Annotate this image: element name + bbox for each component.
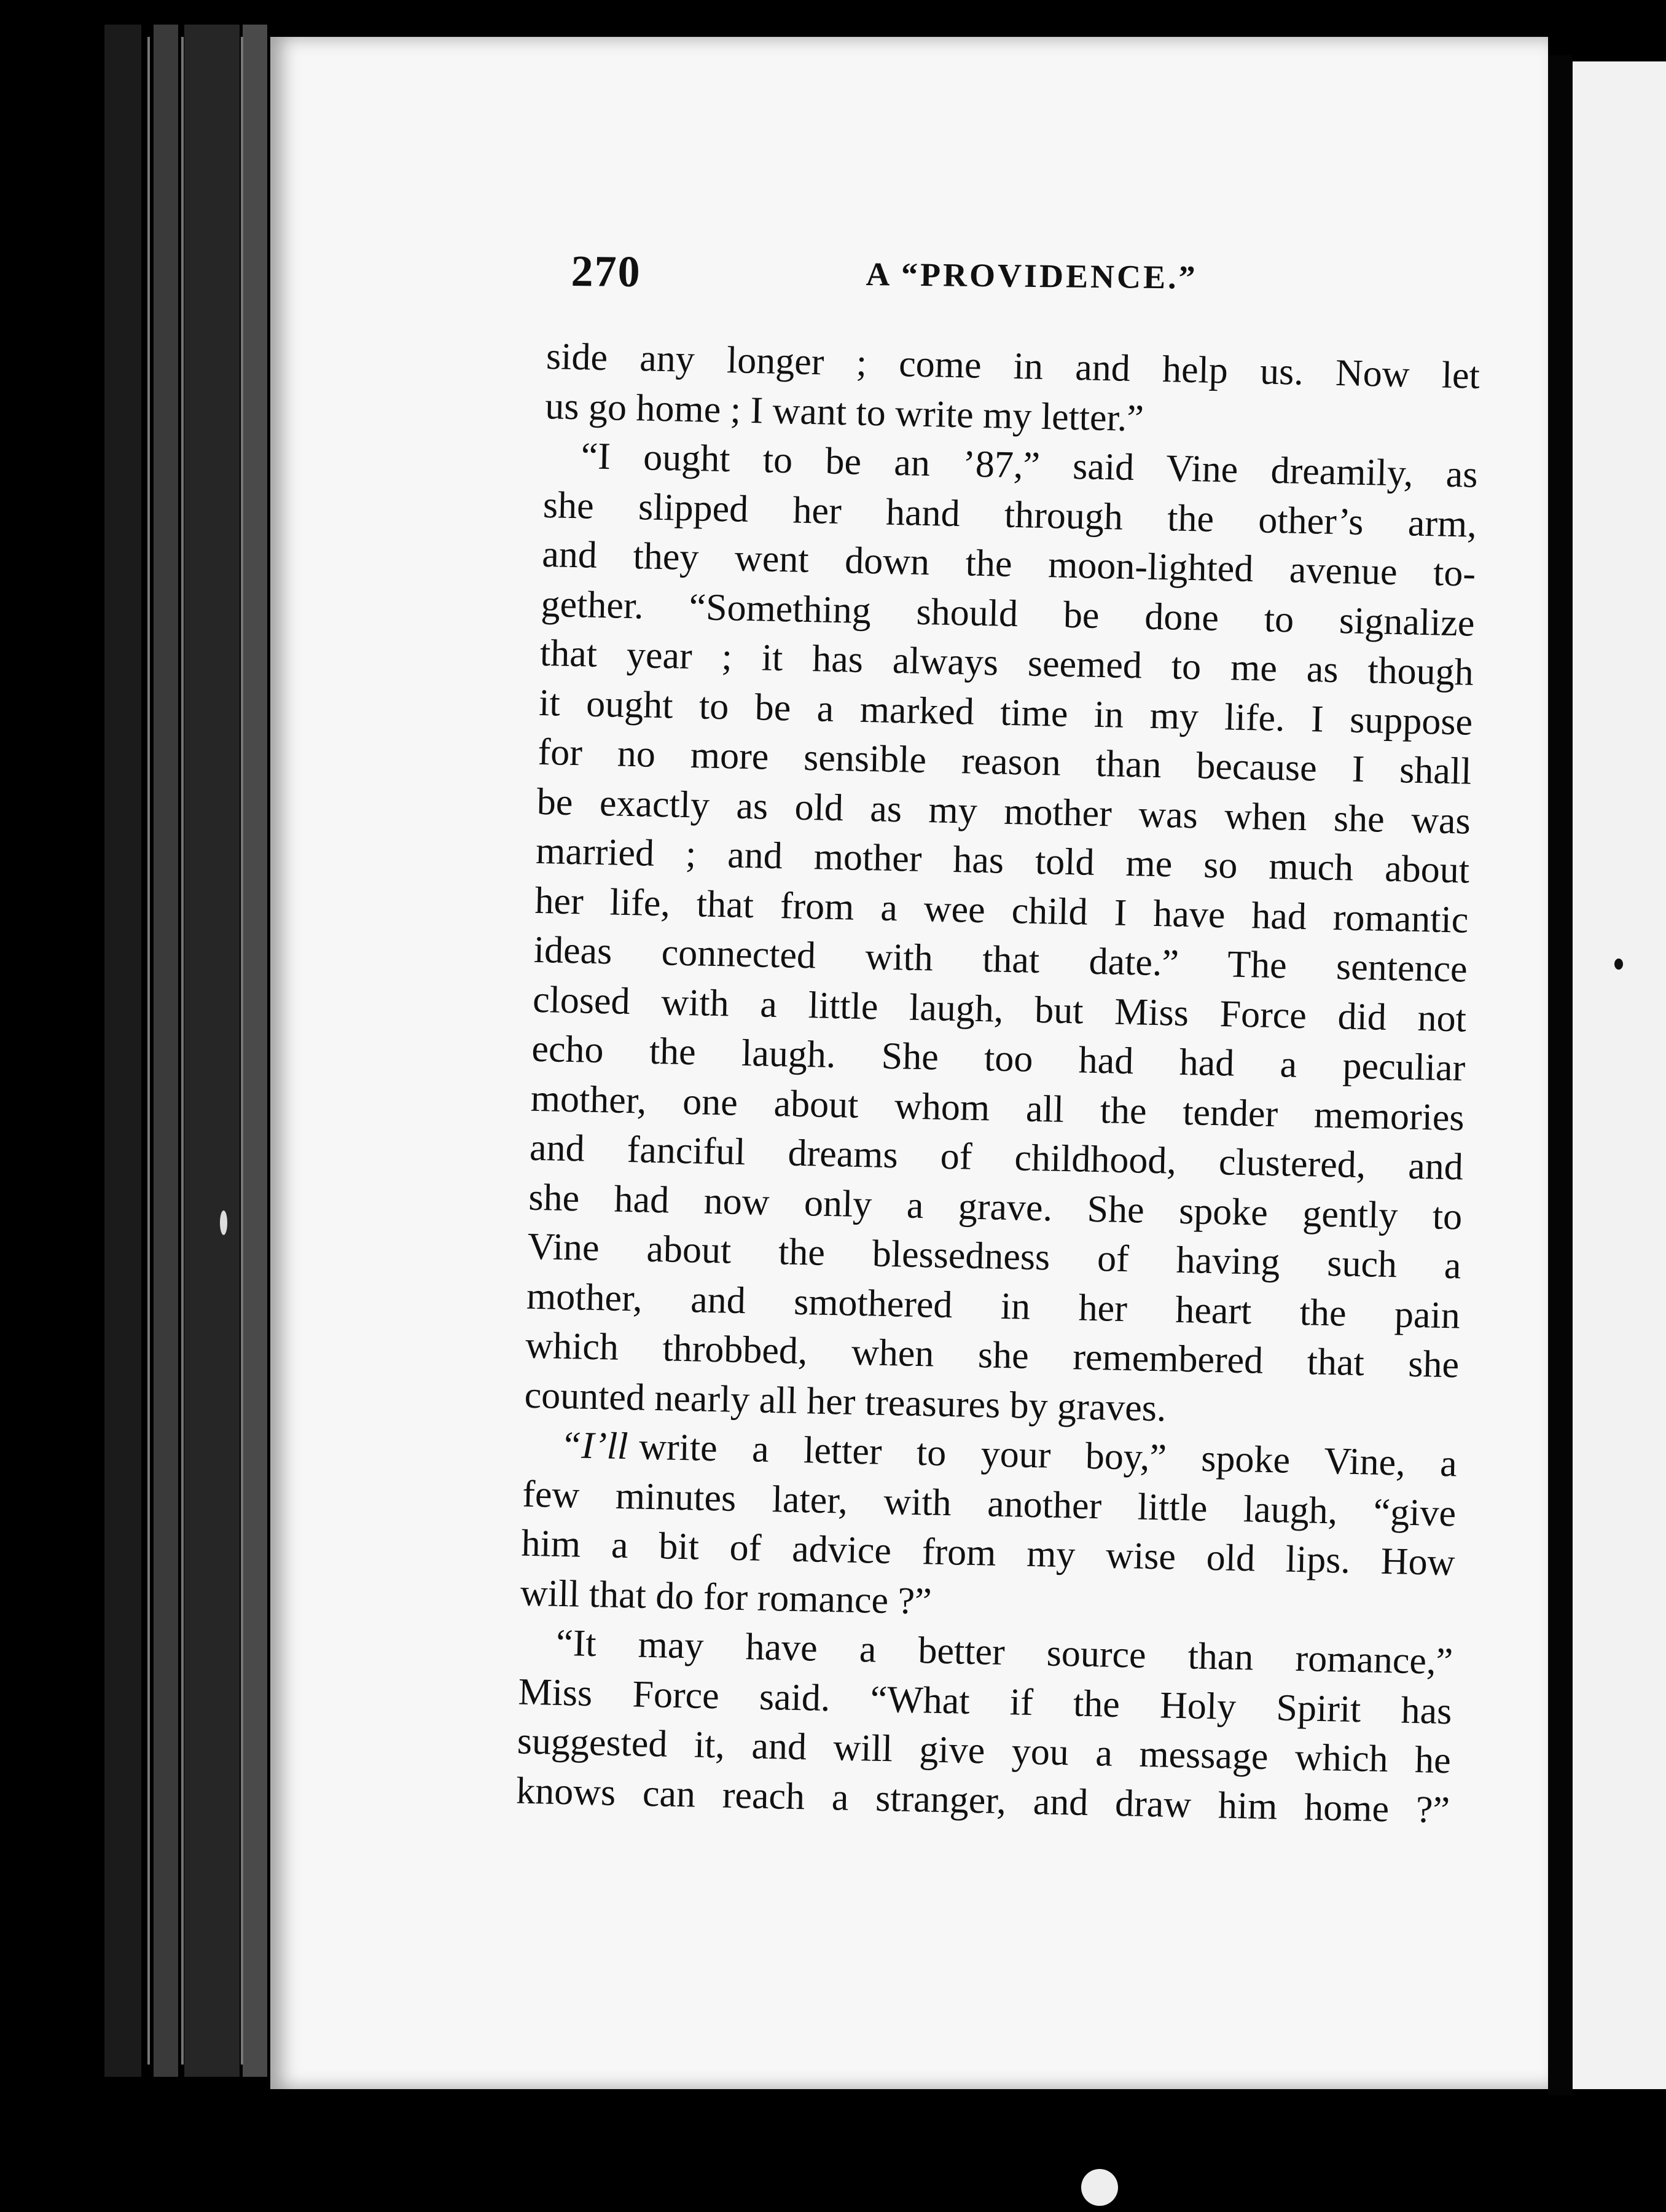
running-head bbox=[571, 246, 1431, 316]
text-line: be exactly as old as my mother was when she was bbox=[536, 780, 1471, 842]
text-line: her life, that from a wee child I have had romantic bbox=[534, 879, 1469, 941]
text-line: suggested it, and will give you a message which he bbox=[517, 1720, 1452, 1782]
text-line: echo the laugh. She too had had a peculiar bbox=[531, 1027, 1466, 1089]
book-gutter bbox=[1548, 55, 1573, 2095]
text-line: few minutes later, with another little laugh, “give bbox=[522, 1473, 1457, 1534]
text-line: Vine about the blessedness of having such a bbox=[527, 1225, 1462, 1287]
ink-speck bbox=[1614, 959, 1623, 970]
text-line: and they went down the moon-lighted avenue to- bbox=[541, 533, 1476, 595]
text-line: him a bit of advice from my wise old lips. How bbox=[520, 1522, 1456, 1584]
text-line: “I ought to be an ’87,” said Vine dreamily, as bbox=[581, 435, 1479, 496]
book-edge bbox=[104, 25, 141, 2077]
text-line: gether. “Something should be done to signalize bbox=[541, 582, 1476, 645]
text-line: mother, and smothered in her heart the pain bbox=[526, 1275, 1461, 1336]
text-line: for no more sensible reason than because I shall bbox=[537, 731, 1472, 793]
text-line: that year ; it has always seemed to me as though bbox=[539, 632, 1474, 694]
text-line: will that do for romance ?” bbox=[520, 1572, 933, 1623]
ink-speck bbox=[220, 1210, 227, 1235]
text-line: “It may have a better source than romance,” bbox=[555, 1622, 1453, 1683]
text-line: side any longer ; come in and help us. Now let bbox=[546, 335, 1480, 397]
facing-page-edge bbox=[1573, 61, 1666, 2089]
text-line: she slipped her hand through the other’s arm, bbox=[542, 484, 1477, 546]
page-stack-line bbox=[181, 37, 184, 2065]
body-text bbox=[515, 332, 1480, 1835]
book-edge bbox=[154, 25, 178, 2077]
text-line: married ; and mother has told me so much about bbox=[535, 830, 1470, 892]
text-line: knows can reach a stranger, and draw him home ?” bbox=[515, 1769, 1450, 1831]
text-line: write a letter to your boy,” spoke Vine, a bbox=[638, 1426, 1458, 1485]
text-line: she had now only a grave. She spoke gently to bbox=[528, 1176, 1463, 1238]
text-line: and fanciful dreams of childhood, clustered, and bbox=[529, 1126, 1464, 1188]
text-line: us go home ; I want to write my letter.” bbox=[544, 385, 1144, 439]
text-line: which throbbed, when she remembered that she bbox=[525, 1324, 1460, 1386]
italic-word: “I’ll bbox=[560, 1424, 628, 1468]
page-number: 270 bbox=[571, 246, 641, 297]
chapter-title: A “PROVIDENCE.” bbox=[866, 256, 1198, 296]
text-line: counted nearly all her treasures by graves. bbox=[524, 1374, 1167, 1429]
text-line: mother, one about whom all the tender memories bbox=[530, 1077, 1465, 1139]
text-line: closed with a little laugh, but Miss Force did not bbox=[532, 978, 1467, 1040]
text-line: ideas connected with that date.” The sentence bbox=[533, 928, 1468, 990]
page-stack-line bbox=[147, 37, 150, 2065]
book-edge bbox=[184, 25, 240, 2077]
page-stack-line bbox=[241, 37, 243, 2065]
book-edge bbox=[243, 25, 267, 2077]
paper-speck bbox=[1081, 2169, 1118, 2206]
text-line: it ought to be a marked time in my life. I suppose bbox=[538, 681, 1473, 743]
text-line: Miss Force said. “What if the Holy Spirit has bbox=[517, 1671, 1453, 1732]
